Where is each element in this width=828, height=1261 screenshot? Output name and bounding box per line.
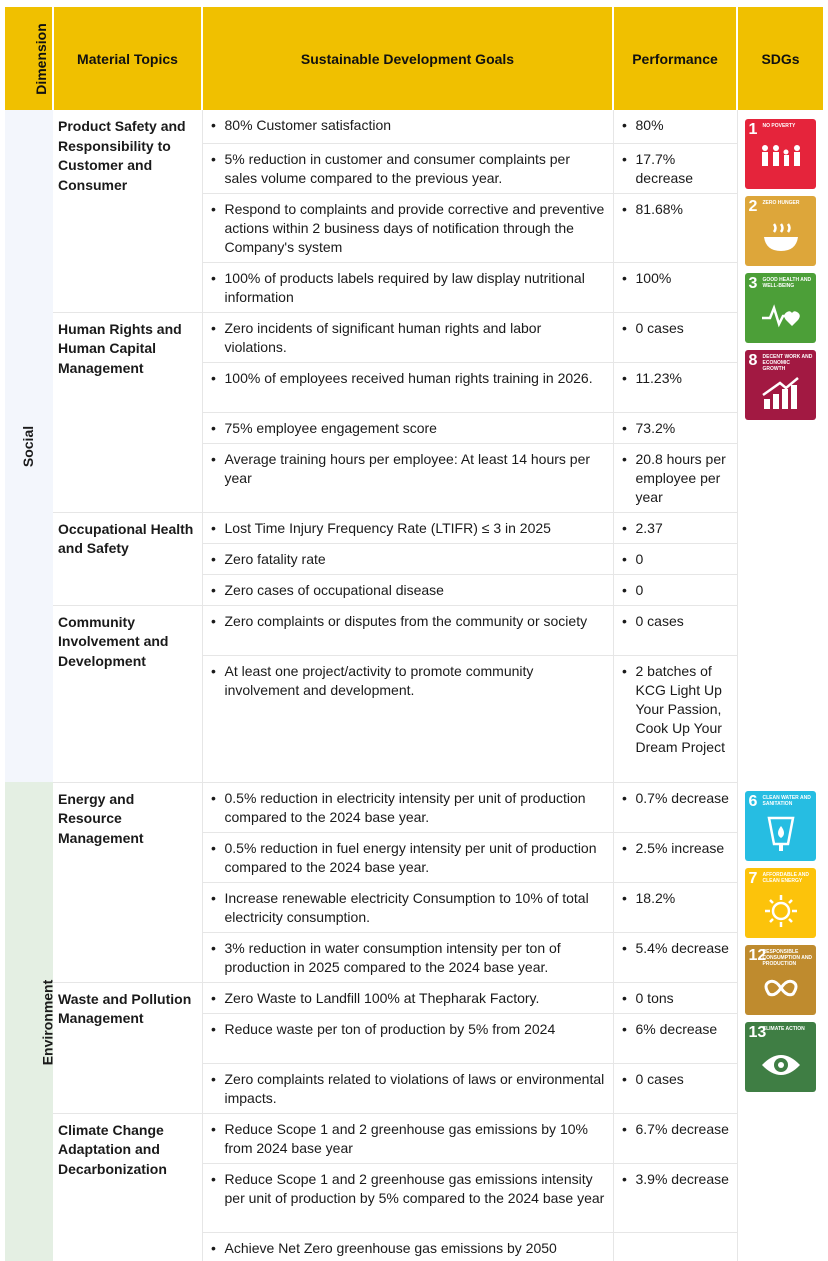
bullet: • [622, 550, 627, 567]
sdg-label: CLIMATE ACTION [762, 1026, 805, 1032]
performance-value: 17.7% decrease [635, 150, 694, 186]
performance-cell [613, 1013, 737, 1063]
sdg-number: 12 [748, 947, 767, 964]
bullet: • [211, 117, 216, 133]
header-sdg-goals: Sustainable Development Goals [202, 7, 613, 110]
goal-text: Zero cases of occupational disease [224, 581, 444, 598]
material-topic: Human Rights and Human Capital Management [53, 312, 202, 512]
table-row [5, 110, 823, 143]
table-row [5, 982, 823, 1013]
dimension-social: Social [5, 110, 53, 782]
goal-text: Zero fatality rate [224, 550, 326, 567]
goal-cell [202, 782, 613, 832]
bullet: • [622, 989, 627, 1006]
performance-cell [613, 1232, 737, 1261]
sdg-label: AFFORDABLE AND CLEAN ENERGY [762, 872, 809, 884]
sdg-number: 2 [748, 198, 758, 215]
table-body [5, 110, 823, 1261]
bullet: • [622, 789, 627, 806]
performance-cell [613, 982, 737, 1013]
performance-value: 2.37 [635, 519, 663, 536]
bullet: • [211, 450, 216, 467]
goal-text: Zero complaints related to violations of laws or environmental impacts. [224, 1070, 605, 1106]
performance-value: 0 cases [635, 319, 684, 336]
goal-cell [202, 1113, 613, 1163]
bullet: • [211, 612, 216, 629]
material-topic: Product Safety and Responsibility to Customer and Consumer [53, 110, 202, 312]
performance-cell [613, 110, 737, 143]
performance-cell [613, 543, 737, 574]
bullet: • [622, 319, 627, 336]
bullet: • [211, 1070, 216, 1087]
performance-value: 6% decrease [635, 1020, 718, 1037]
sdg-number: 6 [748, 793, 758, 810]
performance-cell [613, 443, 737, 512]
performance-value: 5.4% decrease [635, 939, 729, 956]
goal-cell [202, 655, 613, 782]
dimension-environment: Environment [5, 782, 53, 1261]
header-sdgs: SDGs [737, 7, 823, 110]
goal-cell [202, 1063, 613, 1113]
goal-text: 0.5% reduction in electricity intensity per unit of production compared to the 2024 base year. [224, 789, 586, 825]
sdg-label: NO POVERTY [762, 123, 796, 129]
bullet: • [211, 319, 216, 336]
performance-cell [613, 512, 737, 543]
performance-value: 18.2% [635, 889, 676, 906]
bullet: • [622, 200, 627, 217]
goal-text: Respond to complaints and provide corrective and preventive actions within 2 business days of notification through the Company's system [224, 200, 605, 255]
goal-cell [202, 412, 613, 443]
bullet: • [622, 1020, 627, 1037]
bullet: • [622, 612, 627, 629]
table-row [5, 512, 823, 543]
bullet: • [211, 581, 216, 598]
goal-text: 0.5% reduction in fuel energy intensity per unit of production compared to the 2024 base year. [224, 839, 597, 875]
sdg-icons-environment [737, 782, 823, 1261]
goal-cell [202, 832, 613, 882]
performance-cell [613, 832, 737, 882]
bullet: • [622, 1070, 627, 1087]
table-row [5, 312, 823, 362]
performance-cell [613, 655, 737, 782]
goal-text: 5% reduction in customer and consumer complaints per sales volume compared to the previous year. [224, 150, 571, 186]
goal-text: 100% of products labels required by law display nutritional information [224, 269, 585, 305]
goal-text: 3% reduction in water consumption intensity per ton of production in 2025 compared to the 2024 base year. [224, 939, 561, 975]
table-row [5, 782, 823, 832]
goal-cell [202, 543, 613, 574]
performance-cell [613, 412, 737, 443]
performance-cell [613, 932, 737, 982]
performance-value: 73.2% [635, 419, 676, 436]
bullet: • [211, 1120, 216, 1137]
performance-cell [613, 782, 737, 832]
sdg-13-tile [745, 1022, 816, 1092]
performance-cell [613, 882, 737, 932]
sdg-label: CLEAN WATER AND SANITATION [762, 795, 811, 807]
goal-text: 75% employee engagement score [224, 419, 437, 436]
bullet: • [211, 519, 216, 536]
bullet: • [622, 419, 627, 436]
performance-cell [613, 605, 737, 655]
goal-cell [202, 1163, 613, 1232]
bullet: • [211, 1170, 216, 1187]
material-topic: Occupational Health and Safety [53, 512, 202, 605]
bullet: • [211, 200, 216, 217]
bullet: • [211, 939, 216, 956]
goal-cell [202, 932, 613, 982]
performance-cell [613, 574, 737, 605]
performance-value: 0 tons [635, 989, 674, 1006]
sdg-label: ZERO HUNGER [762, 200, 800, 206]
bullet: • [211, 789, 216, 806]
performance-cell [613, 312, 737, 362]
performance-cell [613, 193, 737, 262]
goal-text: Reduce Scope 1 and 2 greenhouse gas emissions by 10% from 2024 base year [224, 1120, 588, 1156]
goal-cell [202, 605, 613, 655]
sdg-number: 7 [748, 870, 758, 887]
sustainability-table [5, 7, 823, 1261]
bullet: • [211, 550, 216, 567]
bullet: • [622, 889, 627, 906]
bullet: • [622, 150, 627, 167]
bullet: • [211, 150, 216, 167]
table-row [5, 605, 823, 655]
bullet: • [211, 1239, 216, 1256]
sdg-12-tile [745, 945, 816, 1015]
header-dimension: Dimension [5, 7, 53, 110]
goal-text: Achieve Net Zero greenhouse gas emissions by 2050 [224, 1239, 557, 1256]
sdg-2-tile [745, 196, 816, 266]
goal-cell [202, 574, 613, 605]
bullet: • [211, 662, 216, 679]
goal-cell [202, 143, 613, 193]
sdg-number: 3 [748, 275, 758, 292]
bullet: • [622, 369, 627, 386]
goal-text: Average training hours per employee: At least 14 hours per year [224, 450, 591, 486]
performance-value: 6.7% decrease [635, 1120, 729, 1137]
performance-cell [613, 1163, 737, 1232]
bullet: • [622, 839, 627, 856]
sdg-7-tile [745, 868, 816, 938]
sdg-number: 1 [748, 121, 758, 138]
bullet: • [211, 269, 216, 286]
goal-text: Zero Waste to Landfill 100% at Thepharak Factory. [224, 989, 540, 1006]
goal-cell [202, 362, 613, 412]
bullet: • [622, 450, 627, 467]
performance-value: 20.8 hours per employee per year [635, 450, 726, 505]
material-topic: Energy and Resource Management [53, 782, 202, 982]
material-topic: Waste and Pollution Management [53, 982, 202, 1113]
header-row [5, 7, 823, 110]
goal-text: At least one project/activity to promote community involvement and development. [224, 662, 534, 698]
sdg-label: GOOD HEALTH AND WELL-BEING [762, 277, 812, 289]
goal-cell [202, 262, 613, 312]
bullet: • [622, 1170, 627, 1187]
goal-text: Increase renewable electricity Consumption to 10% of total electricity consumption. [224, 889, 589, 925]
performance-value: 0 [635, 581, 644, 598]
performance-value: 100% [635, 269, 672, 286]
bullet: • [622, 519, 627, 536]
bullet: • [211, 1020, 216, 1037]
bullet: • [622, 269, 627, 286]
performance-value: 0 cases [635, 612, 684, 629]
goal-text: Zero complaints or disputes from the community or society [224, 612, 588, 629]
table-row [5, 1113, 823, 1163]
performance-value: 0 [635, 550, 644, 567]
sdg-1-tile [745, 119, 816, 189]
goal-cell [202, 1232, 613, 1261]
bullet: • [622, 662, 627, 679]
goal-cell [202, 1013, 613, 1063]
performance-value: 81.68% [635, 200, 683, 217]
performance-value: 80% [635, 117, 664, 133]
goal-cell [202, 512, 613, 543]
goal-cell [202, 982, 613, 1013]
sdg-label: DECENT WORK AND ECONOMIC GROWTH [762, 354, 813, 372]
bullet: • [622, 117, 627, 133]
bullet: • [211, 989, 216, 1006]
goal-text: Zero incidents of significant human rights and labor violations. [224, 319, 542, 355]
bullet: • [622, 1120, 627, 1137]
goal-cell [202, 312, 613, 362]
sdg-number: 8 [748, 352, 758, 369]
bullet: • [622, 939, 627, 956]
header-material-topics: Material Topics [53, 7, 202, 110]
material-topic: Climate Change Adaptation and Decarbonization [53, 1113, 202, 1261]
sdg-6-tile [745, 791, 816, 861]
sdg-8-tile [745, 350, 816, 420]
sdg-label: RESPONSIBLE CONSUMPTION AND PRODUCTION [762, 949, 813, 967]
goal-text: Reduce waste per ton of production by 5% from 2024 [224, 1020, 556, 1037]
goal-text: Reduce Scope 1 and 2 greenhouse gas emissions intensity per unit of production by 5% compared to the 2024 base year [224, 1170, 605, 1206]
goal-cell [202, 443, 613, 512]
bullet: • [211, 889, 216, 906]
goal-text: 80% Customer satisfaction [224, 117, 392, 133]
bullet: • [211, 369, 216, 386]
bullet: • [211, 839, 216, 856]
performance-cell [613, 362, 737, 412]
performance-value: 2 batches of KCG Light Up Your Passion, Cook Up Your Dream Project [635, 662, 725, 755]
goal-cell [202, 882, 613, 932]
bullet: • [211, 419, 216, 436]
performance-value: 11.23% [635, 369, 682, 386]
goal-text: 100% of employees received human rights training in 2026. [224, 369, 593, 386]
sdg-number: 13 [748, 1024, 767, 1041]
sdg-3-tile [745, 273, 816, 343]
goal-cell [202, 193, 613, 262]
performance-cell [613, 1063, 737, 1113]
goal-text: Lost Time Injury Frequency Rate (LTIFR) ≤ 3 in 2025 [224, 519, 551, 536]
performance-value: 0 cases [635, 1070, 684, 1087]
header-performance: Performance [613, 7, 737, 110]
bullet: • [622, 581, 627, 598]
performance-cell [613, 262, 737, 312]
performance-value: 0.7% decrease [635, 789, 729, 806]
performance-cell [613, 1113, 737, 1163]
sdg-icons-social [737, 110, 823, 782]
performance-value: 2.5% increase [635, 839, 725, 856]
material-topic: Community Involvement and Development [53, 605, 202, 782]
goal-cell [202, 110, 613, 143]
performance-value: 3.9% decrease [635, 1170, 729, 1187]
performance-cell [613, 143, 737, 193]
